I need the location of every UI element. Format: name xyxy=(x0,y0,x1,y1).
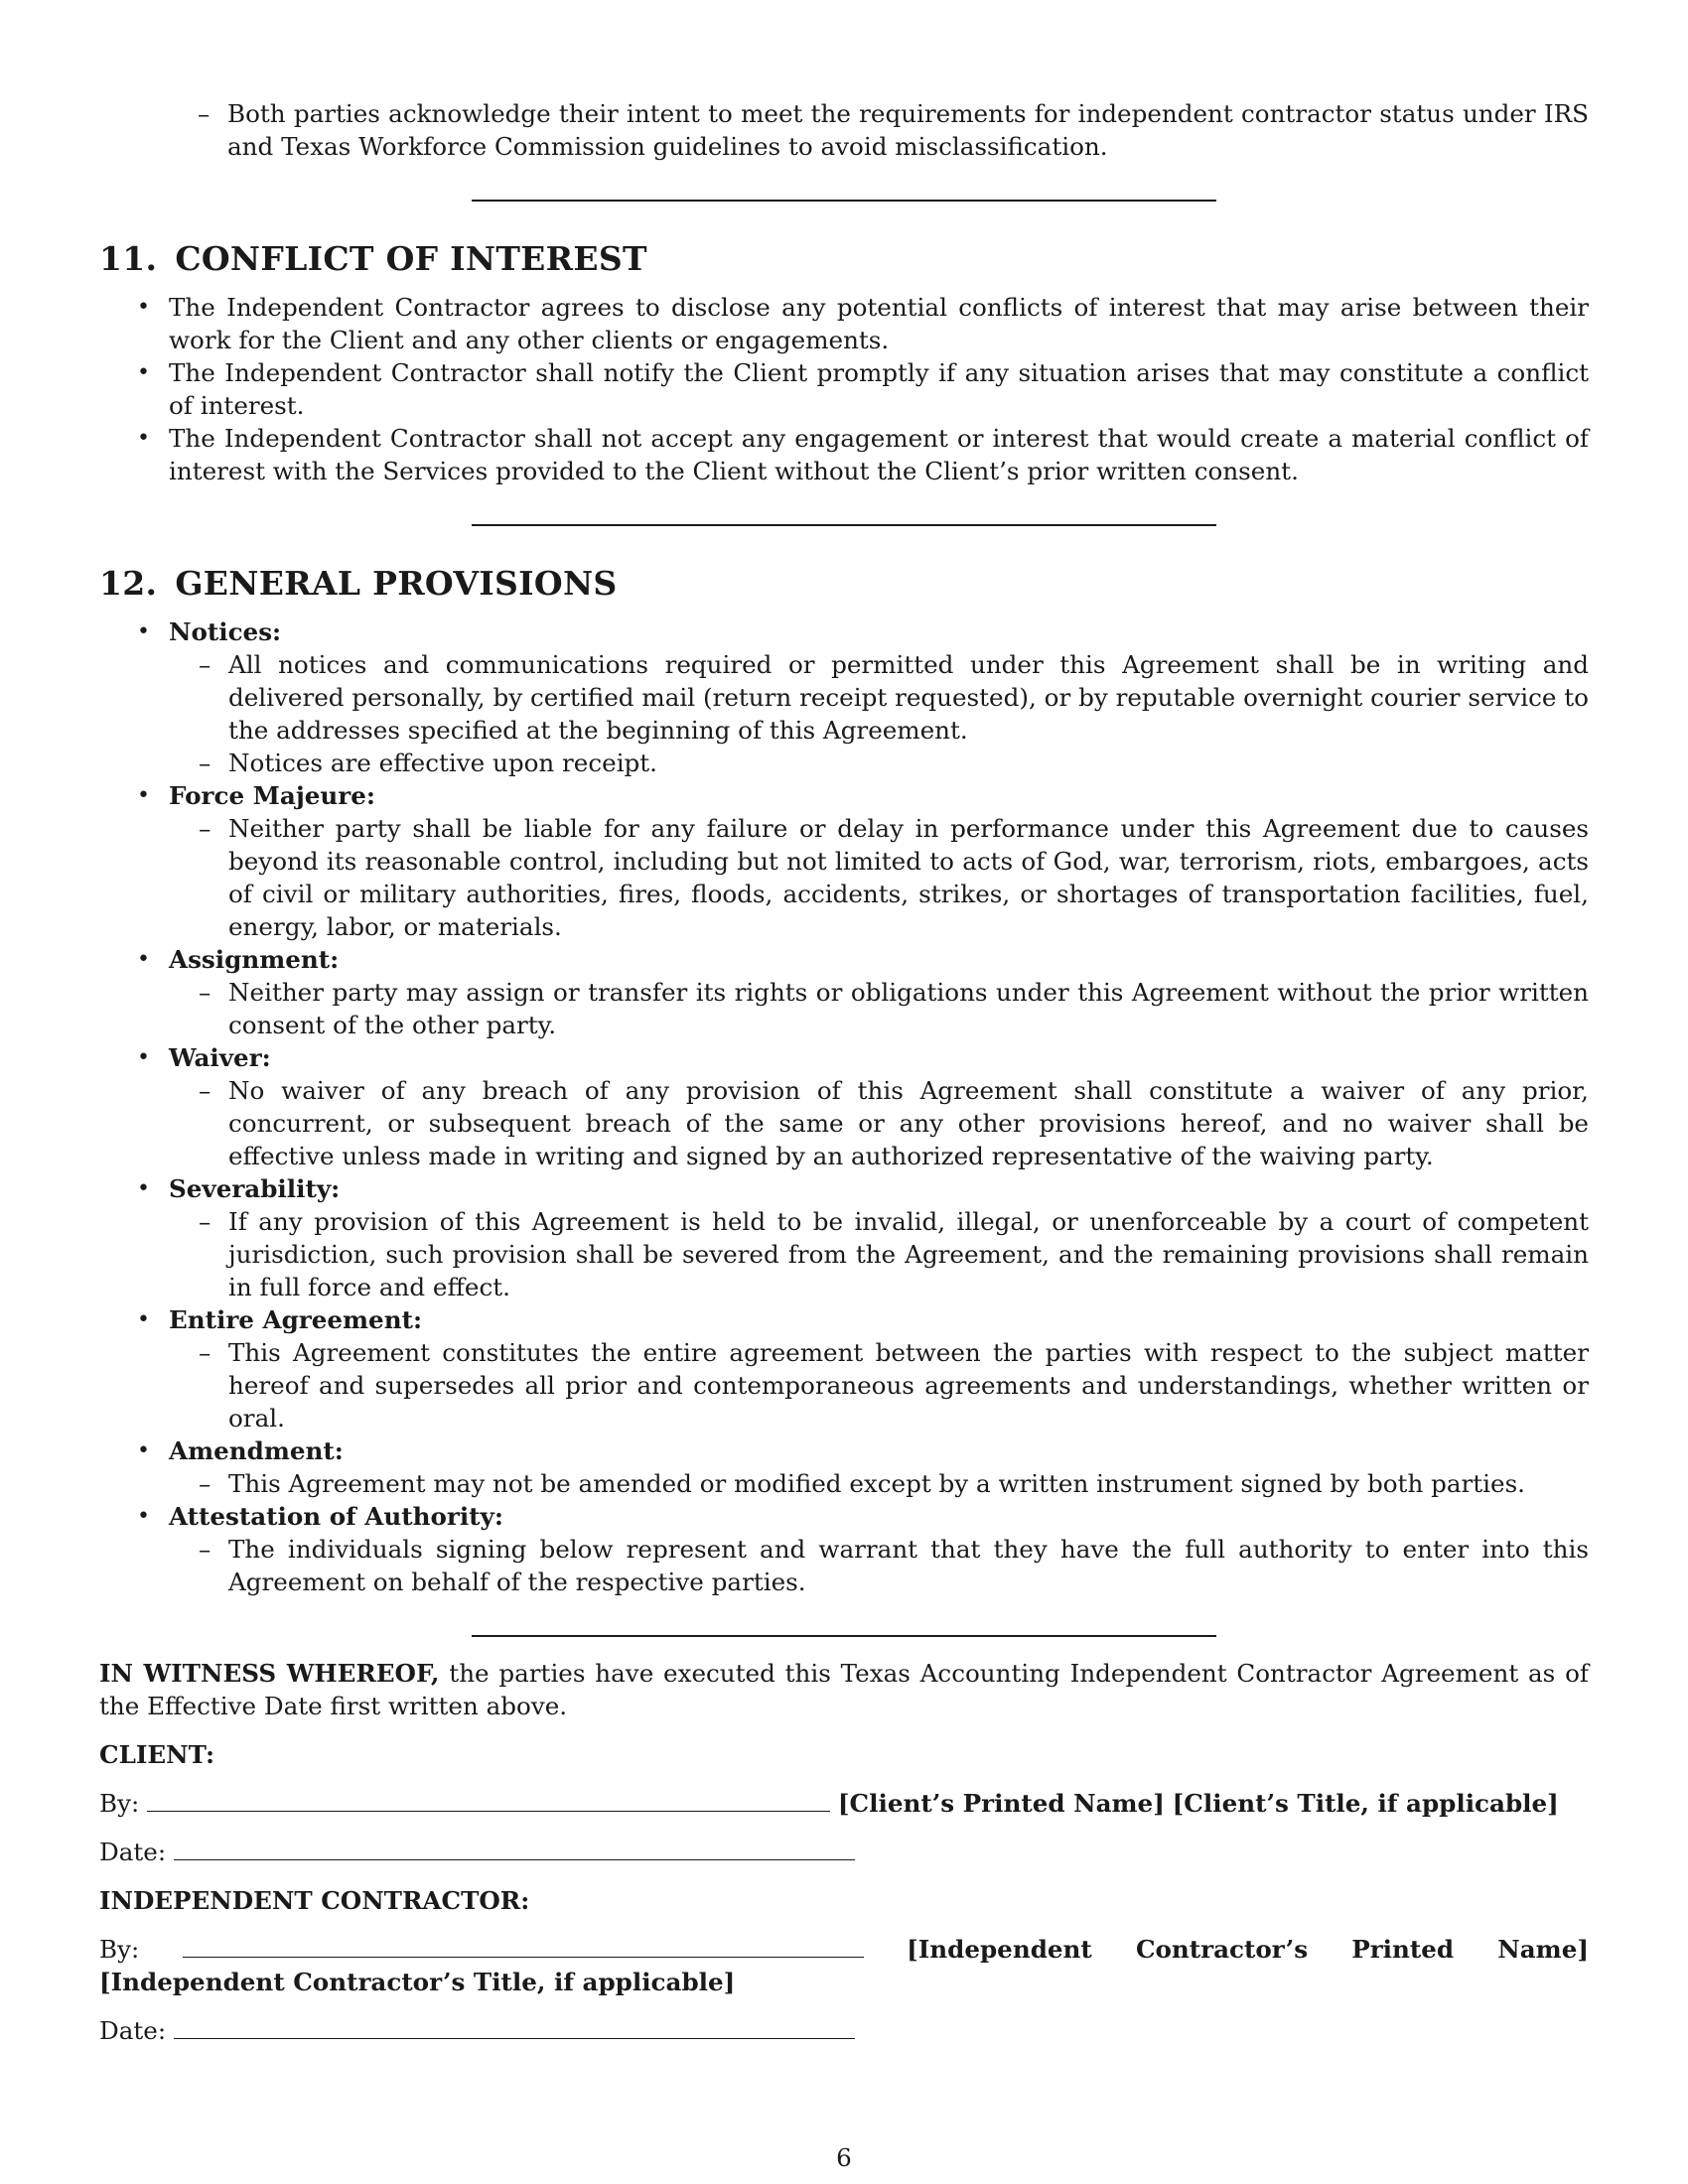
bullet-marker: • xyxy=(137,783,150,808)
dash-marker: – xyxy=(199,1469,211,1498)
witness-lead: IN WITNESS WHEREOF, xyxy=(99,1659,440,1688)
list-item xyxy=(98,97,1589,163)
provision-entire-agreement xyxy=(99,1303,1589,1336)
client-date-line xyxy=(99,1836,1589,1868)
page-number: 6 xyxy=(836,2143,852,2172)
client-by-label: By: xyxy=(99,1789,140,1818)
witness-paragraph xyxy=(99,1657,1589,1722)
bullet-marker: • xyxy=(137,1504,150,1529)
list-item-text: The Independent Contractor shall not accept any engagement or interest that would create a material conflict of interest with the Services provided to the Client without the Client’s prior written consent. xyxy=(169,424,1589,485)
section-11-list xyxy=(99,291,1589,487)
client-signature-field[interactable] xyxy=(147,1791,830,1812)
dash-marker: – xyxy=(198,99,211,128)
dash-marker: – xyxy=(199,1338,211,1367)
list-item xyxy=(99,291,1589,356)
dash-marker: – xyxy=(199,978,211,1007)
client-signature-line xyxy=(99,1787,1589,1820)
contractor-printed-name: [Independent Contractor’s Printed Name] xyxy=(907,1935,1589,1964)
provision-label: Force Majeure: xyxy=(169,781,375,810)
bullet-marker: • xyxy=(137,1438,150,1463)
dash-marker: – xyxy=(199,1207,211,1236)
section-title: CONFLICT OF INTEREST xyxy=(175,239,647,278)
client-printed-name: [Client’s Printed Name] xyxy=(837,1789,1165,1818)
client-heading: CLIENT: xyxy=(99,1740,215,1769)
list-item-text: All notices and communications required or permitted under this Agreement shall be in writing and delivered personally, by certified mail (return receipt requested), or by reputable overnight courier service to the addresses specified at the beginning of this Agreement. xyxy=(228,650,1589,745)
list-item-text: This Agreement may not be amended or modified except by a written instrument signed by both parties. xyxy=(228,1469,1526,1498)
list-item xyxy=(99,747,1589,779)
contractor-signature-field[interactable] xyxy=(183,1937,864,1958)
intro-item-text: Both parties acknowledge their intent to meet the requirements for independent contractor status under IRS and Texas Workforce Commission guidelines to avoid misclassification. xyxy=(227,99,1589,161)
list-item-text: Notices are effective upon receipt. xyxy=(228,749,657,777)
section-11-heading xyxy=(99,239,1589,279)
bullet-marker: • xyxy=(137,1307,150,1332)
list-item-text: Neither party may assign or transfer its rights or obligations under this Agreement without the prior written consent of the other party. xyxy=(228,978,1589,1039)
bullet-marker: • xyxy=(137,1176,150,1201)
contractor-by-label: By: xyxy=(99,1935,140,1964)
dash-marker: – xyxy=(199,650,211,679)
provision-label: Amendment: xyxy=(169,1436,344,1465)
list-item-text: If any provision of this Agreement is held to be invalid, illegal, or unenforceable by a court of competent jurisdiction, such provision shall be severed from the Agreement, and the remaining provisions shall remain in full force and effect. xyxy=(228,1207,1589,1301)
section-divider xyxy=(472,524,1216,526)
section-title: GENERAL PROVISIONS xyxy=(175,564,618,603)
contractor-title: [Independent Contractor’s Title, if applicable] xyxy=(99,1968,736,1996)
list-item xyxy=(99,648,1589,747)
list-item xyxy=(99,1205,1589,1303)
bullet-marker: • xyxy=(137,947,150,972)
provision-label: Assignment: xyxy=(169,945,340,974)
list-item xyxy=(99,976,1589,1041)
dash-marker: – xyxy=(199,1535,211,1564)
list-item xyxy=(99,422,1589,487)
section-number: 12. xyxy=(99,564,158,603)
section-divider xyxy=(472,200,1216,202)
provision-label: Notices: xyxy=(169,617,282,646)
list-item-text: The Independent Contractor agrees to disclose any potential conflicts of interest that may arise between their work for the Client and any other clients or engagements. xyxy=(169,293,1589,354)
list-item-text: No waiver of any breach of any provision of this Agreement shall constitute a waiver of any prior, concurrent, or subsequent breach of the same or any other provisions hereof, and no waiver shall be effective unless made in writing and signed by an authorized representative of the waiving party. xyxy=(228,1076,1589,1170)
section-divider xyxy=(472,1635,1216,1637)
list-item xyxy=(99,812,1589,943)
dash-marker: – xyxy=(199,814,211,843)
list-item-text: The Independent Contractor shall notify the Client promptly if any situation arises that may constitute a conflict of interest. xyxy=(169,358,1589,420)
provision-assignment xyxy=(99,943,1589,976)
list-item-text: Neither party shall be liable for any failure or delay in performance under this Agreement due to causes beyond its reasonable control, including but not limited to acts of God, war, terrorism, riots, embargoes, acts of civil or military authorities, fires, floods, accidents, strikes, or shortages of transportation facilities, fuel, energy, labor, or materials. xyxy=(228,814,1589,941)
client-title: [Client’s Title, if applicable] xyxy=(1172,1789,1559,1818)
list-item xyxy=(99,1074,1589,1172)
bullet-marker: • xyxy=(137,426,150,451)
list-item-text: The individuals signing below represent and warrant that they have the full authority to enter into this Agreement on behalf of the respective parties. xyxy=(228,1535,1589,1596)
contractor-date-line xyxy=(99,2014,1589,2047)
dash-marker: – xyxy=(199,749,211,777)
provision-label: Entire Agreement: xyxy=(169,1305,423,1334)
document-page xyxy=(99,97,1589,2047)
contractor-date-field[interactable] xyxy=(174,2018,855,2039)
bullet-marker: • xyxy=(137,295,150,320)
contractor-date-label: Date: xyxy=(99,2016,167,2045)
provision-amendment xyxy=(99,1434,1589,1467)
section-12-list xyxy=(99,615,1589,1598)
section-number: 11. xyxy=(99,239,158,278)
provision-attestation xyxy=(99,1500,1589,1533)
provision-severability xyxy=(99,1172,1589,1205)
client-date-field[interactable] xyxy=(174,1840,855,1860)
section-12-heading xyxy=(99,564,1589,604)
bullet-marker: • xyxy=(137,360,150,385)
witness-text: the parties have executed this Texas Accounting Independent Contractor Agreement as of the Effective Date first written above. xyxy=(99,1659,1590,1720)
list-item xyxy=(99,1467,1589,1500)
list-item xyxy=(99,1336,1589,1434)
contractor-signature-line xyxy=(99,1933,1589,1998)
client-date-label: Date: xyxy=(99,1838,167,1866)
provision-label: Attestation of Authority: xyxy=(169,1502,503,1531)
bullet-marker: • xyxy=(137,1045,150,1070)
provision-waiver xyxy=(99,1041,1589,1074)
provision-label: Waiver: xyxy=(169,1043,271,1072)
provision-force-majeure xyxy=(99,779,1589,812)
bullet-marker: • xyxy=(137,619,150,644)
dash-marker: – xyxy=(199,1076,211,1105)
list-item xyxy=(99,356,1589,422)
list-item-text: This Agreement constitutes the entire agreement between the parties with respect to the subject matter hereof and supersedes all prior and contemporaneous agreements and understandings, whether written or oral. xyxy=(228,1338,1589,1433)
contractor-heading: INDEPENDENT CONTRACTOR: xyxy=(99,1886,530,1915)
provision-notices xyxy=(99,615,1589,648)
provision-label: Severability: xyxy=(169,1174,341,1203)
list-item xyxy=(99,1533,1589,1598)
